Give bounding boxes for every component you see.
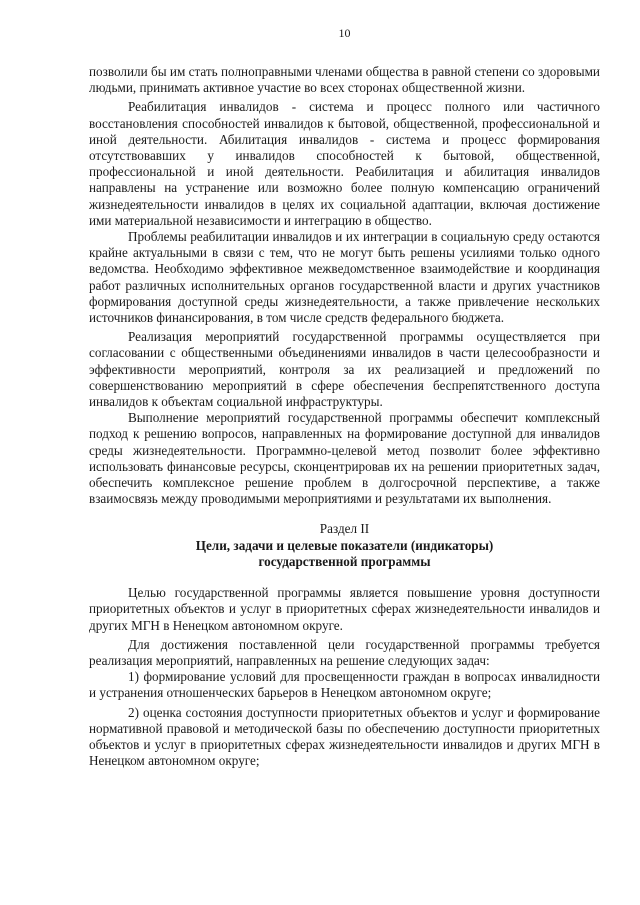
- paragraph: Выполнение мероприятий государственной программы обеспечит комплексный подход к решению вопросов, направленных на формирование доступной для инвалидов среды жизнедеятельности. Программно-целевой метод позволит более эффективно использовать финансовые ресурсы, сконцентрировав их на решении приоритетных задач, обеспечить комплексное решение проблем в долгосрочной перспективе, а также взаимосвязь между проводимыми мероприятиями и результатами их выполнения.: [89, 410, 600, 507]
- paragraph: позволили бы им стать полноправными членами общества в равной степени со здоровыми людьми, принимать активное участие во всех сторонах общественной жизни.: [89, 64, 600, 96]
- body-text-before: [89, 64, 600, 507]
- paragraph: Проблемы реабилитации инвалидов и их интеграции в социальную среду остаются крайне актуальными в связи с тем, что не могут быть решены усилиями только одного ведомства. Необходимо эффективное межведомственное взаимодействие и координация работ различных исполнительных органов государственной власти и других участников формирования доступной среды жизнедеятельности, а также привлечение нескольких источников финансирования, в том числе средств федерального бюджета.: [89, 229, 600, 326]
- section-title-line-1: Цели, задачи и целевые показатели (индикаторы): [195, 537, 494, 553]
- section-heading: [89, 521, 600, 570]
- list-item: 1) формирование условий для просвещенности граждан в вопросах инвалидности и устранения отношенческих барьеров в Ненецком автономном округе;: [89, 669, 600, 701]
- body-text-after: [89, 585, 600, 769]
- paragraph: Для достижения поставленной цели государственной программы требуется реализация мероприятий, направленных на решение следующих задач:: [89, 636, 600, 668]
- list-item: 2) оценка состояния доступности приоритетных объектов и услуг и формирование нормативной правовой и методической базы по обеспечению доступности приоритетных объектов и услуг в приоритетных сферах жизнедеятельности инвалидов и других МГН в Ненецком автономном округе;: [89, 704, 600, 769]
- section-label: Раздел II: [319, 521, 370, 537]
- paragraph: Целью государственной программы является повышение уровня доступности приоритетных объектов и услуг в приоритетных сферах жизнедеятельности инвалидов и других МГН в Ненецком автономном округе.: [89, 585, 600, 633]
- page-number: 10: [338, 26, 351, 40]
- section-title-line-2: государственной программы: [258, 553, 431, 569]
- paragraph: Реализация мероприятий государственной программы осуществляется при согласовании с общественными объединениями инвалидов в части целесообразности и эффективности мероприятий, контроля за их реализацией и предложений по совершенствованию мероприятий в сфере обеспечения беспрепятственного доступа инвалидов к объектам социальной инфраструктуры.: [89, 329, 600, 410]
- paragraph: Реабилитация инвалидов - система и процесс полного или частичного восстановления способностей инвалидов к бытовой, общественной, профессиональной и иной деятельности. Абилитация инвалидов - система и процесс формирования отсутствовавших у инвалидов способностей к бытовой, общественной, профессиональной и иной деятельности. Реабилитация и абилитация инвалидов направлены на устранение или возможно более полную компенсацию ограничений жизнедеятельности инвалидов в целях их социальной адаптации, включая достижение ими материальной независимости и интеграцию в общество.: [89, 99, 600, 228]
